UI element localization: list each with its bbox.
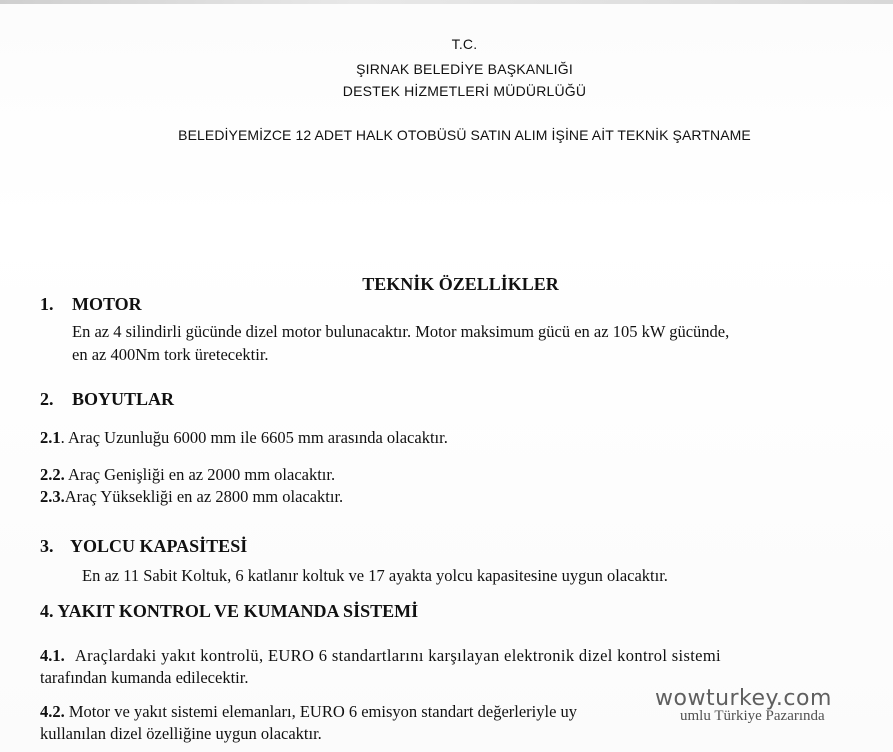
section-motor-line-2: en az 400Nm tork üretecektir. [72, 345, 269, 364]
list-item [40, 487, 343, 507]
list-item [40, 428, 448, 448]
section-yolcu-title: YOLCU KAPASİTESİ [70, 536, 248, 556]
header-line-directorate: DESTEK HİZMETLERİ MÜDÜRLÜĞÜ [342, 83, 587, 99]
item-text: Araç Genişliği en az 2000 mm olacaktır. [67, 465, 336, 484]
item-separator: . [60, 428, 68, 447]
section-yakit-item-2-line-2: kullanılan dizel özelliğine uygun olacaktır. [40, 724, 322, 743]
section-yakit-item-2-line-1 [40, 702, 577, 722]
section-motor-line-1: En az 4 silindirli gücünde dizel motor bulunacaktır. Motor maksimum gücü en az 105 kW gücünde, [72, 322, 730, 341]
item-text: Araç Uzunluğu 6000 mm ile 6605 mm arasında olacaktır. [67, 428, 448, 447]
item-text: Araçlardaki yakıt kontrolü, EURO 6 standartlarını karşılayan elektronik dizel kontrol sistemi [74, 646, 721, 665]
item-number: 2.2. [40, 465, 65, 484]
document-title: BELEDİYEMİZCE 12 ADET HALK OTOBÜSÜ SATIN ALIM İŞİNE AİT TEKNİK ŞARTNAME [178, 127, 751, 143]
list-item [40, 465, 335, 485]
section-yakit-item-1-line-2: tarafından kumanda edilecektir. [40, 668, 249, 687]
page-top-edge [0, 0, 893, 4]
section-yolcu-number: 3. [40, 536, 54, 556]
item-number: 2.3. [40, 487, 65, 506]
section-motor-number: 1. [40, 294, 54, 314]
section-boyutlar-number: 2. [40, 389, 54, 409]
section-yakit-heading: 4. YAKIT KONTROL VE KUMANDA SİSTEMİ [40, 601, 419, 621]
section-yolcu-line-1: En az 11 Sabit Koltuk, 6 katlanır koltuk ve 17 ayakta yolcu kapasitesine uygun olacaktır. [82, 566, 668, 585]
watermark-domain: wowturkey.com [655, 686, 832, 711]
header-line-tc: T.C. [451, 36, 478, 52]
watermark-subtitle: umlu Türkiye Pazarında [680, 708, 825, 724]
item-text: Motor ve yakıt sistemi elemanları, EURO 6 emisyon standart değerleriyle uy [68, 702, 578, 721]
item-number: 4.2. [40, 702, 65, 721]
item-text: Araç Yüksekliği en az 2800 mm olacaktır. [64, 487, 344, 506]
section-yakit-item-1-line-1 [40, 646, 721, 666]
main-heading: TEKNİK ÖZELLİKLER [362, 274, 559, 294]
section-motor-title: MOTOR [72, 294, 142, 314]
header-line-municipality: ŞIRNAK BELEDİYE BAŞKANLIĞI [356, 61, 573, 77]
item-number: 2.1 [40, 428, 61, 447]
item-number: 4.1. [40, 646, 65, 665]
section-boyutlar-title: BOYUTLAR [72, 389, 175, 409]
